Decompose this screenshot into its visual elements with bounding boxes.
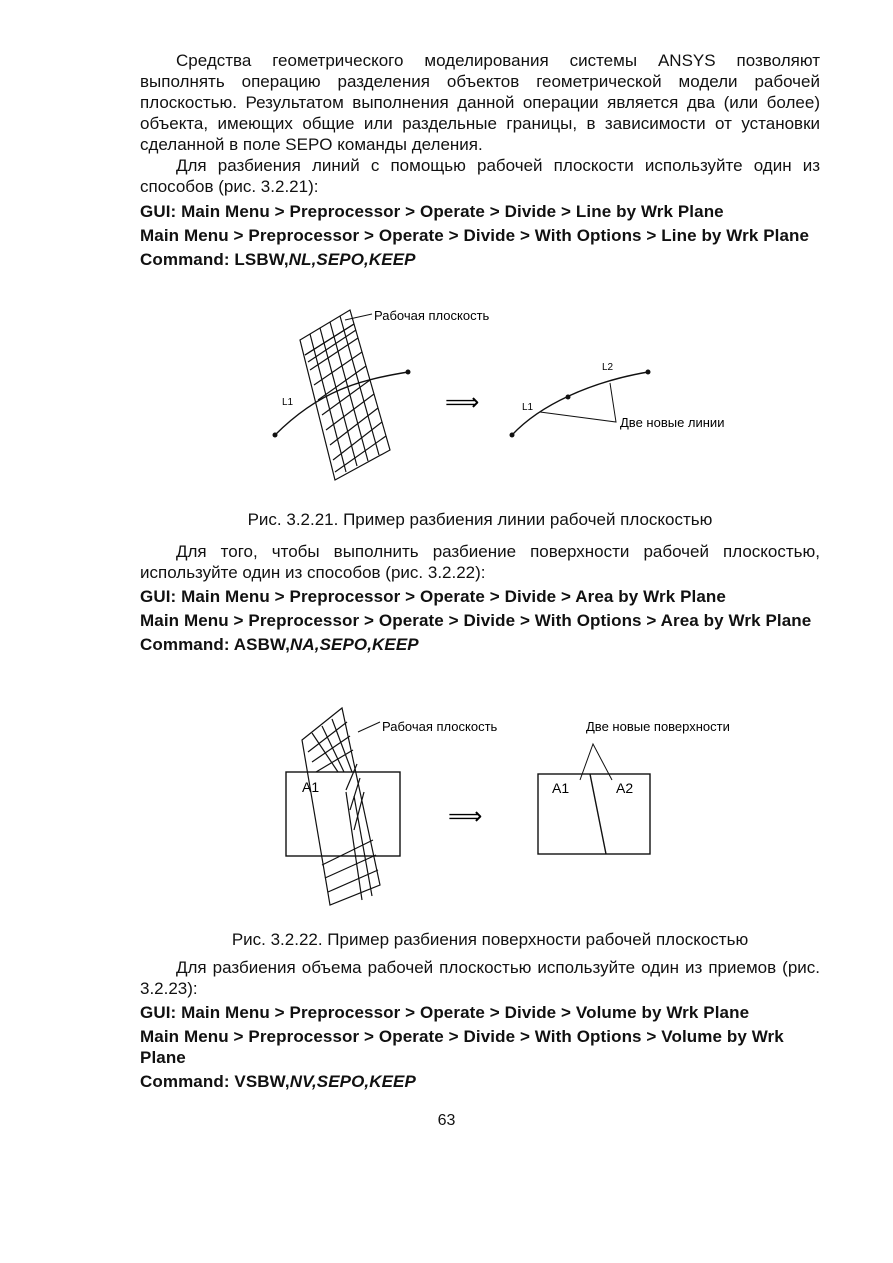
gui-path-line: GUI: Main Menu > Preprocessor > Operate > Divide > Line by Wrk Plane (140, 202, 724, 221)
paragraph-intro: Средства геометрического моделирования системы ANSYS позволяют выполнять операцию разделения объектов геометрической модели рабочей плоскостью. Результатом выполнения данной операции является два (или более) объекта, имеющих общие или раздельные границы, в зависимости от установки сделанной в поле SEPO команды деления. (140, 51, 820, 154)
label-work-plane-2: Рабочая плоскость (382, 719, 498, 734)
command-args: NL,SEPO,KEEP (288, 250, 416, 269)
text-block-middle (140, 541, 820, 655)
command-label: Command: VSBW, (140, 1072, 290, 1091)
figure-area-division (280, 700, 780, 920)
label-l2: L2 (602, 362, 614, 373)
label-a1-left: A1 (302, 779, 320, 795)
paragraph-areas: Для того, чтобы выполнить разбиение поверхности рабочей плоскостью, используйте один из способов (рис. 3.2.22): (140, 542, 820, 582)
figure-caption-1: Рис. 3.2.21. Пример разбиения линии рабочей плоскостью (247, 510, 713, 529)
menu-path-line: Main Menu > Preprocessor > Operate > Divide > With Options > Line by Wrk Plane (140, 226, 810, 245)
gui-path-volume: GUI: Main Menu > Preprocessor > Operate > Divide > Volume by Wrk Plane (140, 1003, 750, 1022)
command-label: Command: ASBW, (140, 635, 290, 654)
figure-line-division-svg (260, 300, 760, 500)
figure-line-division (260, 300, 760, 500)
command-volume (140, 1071, 820, 1092)
text-block-bottom (140, 957, 820, 1092)
work-plane-grid (300, 310, 390, 480)
command-line (140, 249, 820, 270)
label-a2: A2 (616, 780, 634, 796)
figure-caption-2: Рис. 3.2.22. Пример разбиения поверхности рабочей плоскостью (231, 930, 749, 949)
command-label: Command: LSBW, (140, 250, 289, 269)
label-new-areas: Две новые поверхности (586, 719, 730, 734)
command-args: NV,SEPO,KEEP (289, 1072, 416, 1091)
figure-area-division-svg (280, 700, 780, 920)
page-number: 63 (437, 1112, 456, 1129)
paragraph-lines: Для разбиения линий с помощью рабочей плоскости используйте один из способов (рис. 3.2.21): (140, 156, 820, 196)
label-a1-right: A1 (552, 780, 570, 796)
arrow-implies: ⟹ (445, 389, 480, 416)
line-l1-original (275, 372, 408, 435)
paragraph-volumes: Для разбиения объема рабочей плоскостью используйте один из приемов (рис. 3.2.23): (140, 958, 820, 998)
label-l1-left: L1 (282, 397, 294, 408)
label-work-plane: Рабочая плоскость (374, 308, 490, 323)
gui-path-area: GUI: Main Menu > Preprocessor > Operate > Divide > Area by Wrk Plane (140, 587, 726, 606)
command-area (140, 634, 820, 655)
label-l1-right: L1 (522, 402, 534, 413)
label-new-lines: Две новые линии (620, 415, 725, 430)
text-block-top (140, 50, 820, 270)
arrow-implies-2: ⟹ (448, 803, 483, 830)
menu-path-area: Main Menu > Preprocessor > Operate > Divide > With Options > Area by Wrk Plane (140, 611, 812, 630)
menu-path-volume: Main Menu > Preprocessor > Operate > Divide > With Options > Volume by Wrk Plane (140, 1027, 784, 1067)
command-args: NA,SEPO,KEEP (290, 635, 419, 654)
